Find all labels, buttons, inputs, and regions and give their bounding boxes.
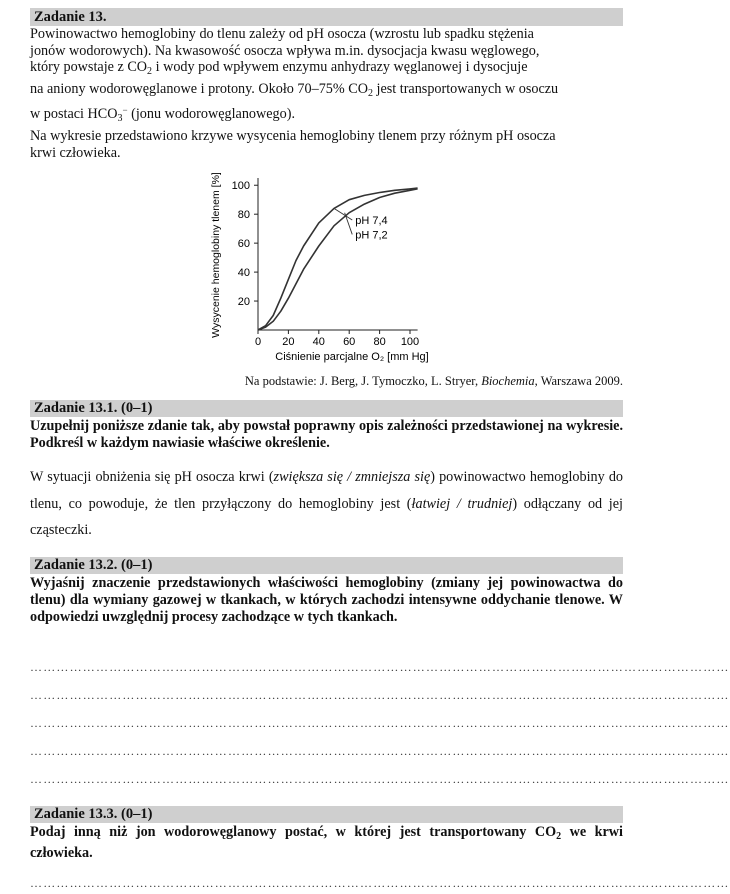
hco3-subscript: 3 <box>117 113 123 125</box>
curve-pH-7-2 <box>258 189 418 330</box>
answer-line-2[interactable]: …………………………………………………………………………………………………………………………………………… <box>30 688 730 702</box>
source-suffix: , Warszawa 2009. <box>534 374 623 388</box>
chart-source <box>225 374 623 389</box>
source-prefix: Na podstawie: J. Berg, J. Tymoczko, L. Stryer, <box>244 374 482 388</box>
chart-curves <box>258 188 418 330</box>
question-part-1: Podaj inną niż jon wodorowęglanowy postać, w której jest transportowany CO <box>30 824 557 840</box>
task-13-1-instruction: Uzupełnij poniższe zdanie tak, aby powstał poprawny opis zależności przedstawionej na wykresie. Podkreśl w każdym nawiasie właściwe określenie. <box>30 418 623 451</box>
intro-line-2: jonów wodorowych). Na kwasowość osocza wpływa m.in. dysocjacja kwasu węglowego, <box>30 42 540 59</box>
intro-line-3a: który powstaje z CO <box>30 59 148 76</box>
intro-line-1: Powinowactwo hemoglobiny do tlenu zależy od pH osocza (wzrostu lub spadku stężenia <box>30 26 534 42</box>
sentence-part-2: ) powinowactwo hemoglobiny do tlenu, co powoduje, że tlen przyłączony do hemoglobiny jest ( <box>30 469 624 512</box>
intro-line-5b: (jonu wodorowęglanowego). <box>127 106 296 123</box>
task-13-3-header: Zadanie 13.3. (0–1) <box>30 806 623 823</box>
series-label: pH 7,4 <box>355 214 388 227</box>
x-tick-label: 20 <box>282 336 295 348</box>
y-tick-label: 80 <box>237 209 250 222</box>
intro-line-5a: w postaci HCO <box>30 106 118 123</box>
task-13-1-sentence <box>30 464 623 544</box>
x-tick-label: 60 <box>343 336 356 348</box>
sentence-part-1: W sytuacji obniżenia się pH osocza krwi ( <box>30 469 274 485</box>
answer-line-4[interactable]: …………………………………………………………………………………………………………………………………………… <box>30 744 730 758</box>
intro-line-5 <box>30 102 623 128</box>
x-tick-label: 0 <box>254 336 262 348</box>
answer-line-5[interactable]: …………………………………………………………………………………………………………………………………………… <box>30 772 730 786</box>
task-13-1-header: Zadanie 13.1. (0–1) <box>30 400 623 417</box>
answer-line-3[interactable]: …………………………………………………………………………………………………………………………………………… <box>30 716 730 730</box>
task-13-2-header: Zadanie 13.2. (0–1) <box>30 557 623 574</box>
task-13-3-question <box>30 824 623 862</box>
intro-line-4b: jest transportowanych w osoczu <box>372 80 559 97</box>
series-label: pH 7,2 <box>355 229 388 242</box>
intro-line-4 <box>30 81 623 103</box>
source-title: Biochemia <box>481 374 535 388</box>
co2-subscript-2: 2 <box>367 87 373 99</box>
answer-line-13-3[interactable]: …………………………………………………………………………………………………………………………………………… <box>30 876 730 890</box>
x-tick-label: 80 <box>373 336 386 348</box>
y-tick-label: 40 <box>237 267 250 280</box>
co2-subscript: 2 <box>147 66 153 78</box>
answer-line-1[interactable]: …………………………………………………………………………………………………………………………………………… <box>30 660 730 674</box>
task-13-header: Zadanie 13. <box>30 8 623 26</box>
chart-axes <box>232 178 420 348</box>
intro-line-6: Na wykresie przedstawiono krzywe wysycenia hemoglobiny tlenem przy różnym pH osocza <box>30 127 556 144</box>
y-tick-label: 100 <box>231 180 250 193</box>
x-axis-label: Ciśnienie parcjalne O₂ [mm Hg] <box>275 351 429 363</box>
hco3-charge: − <box>122 105 128 116</box>
intro-line-3 <box>30 59 623 81</box>
label-leader <box>345 213 353 235</box>
co2-subscript-q: 2 <box>556 831 562 842</box>
task-13-2-instruction: Wyjaśnij znaczenie przedstawionych właściwości hemoglobiny (zmiany jej powinowactwa do tlenu) dla wymiany gazowej w tkankach, w których zachodzi intensywne oddychanie tlenowe. W odpowiedzi uwzględnij procesy zachodzące w tych tkankach. <box>30 575 623 625</box>
sentence-part-3: ) odłączany od jej cząsteczki. <box>30 495 623 538</box>
question-part-2: we krwi człowieka. <box>30 824 623 861</box>
intro-line-7: krwi człowieka. <box>30 144 121 161</box>
task-13-intro <box>30 26 623 161</box>
saturation-chart <box>0 150 664 380</box>
y-tick-label: 60 <box>237 238 250 251</box>
intro-line-3b: i wody pod wpływem enzymu anhydrazy węglanowej i dysocjuje <box>152 59 528 76</box>
y-tick-label: 20 <box>237 296 250 309</box>
y-axis-label: Wysycenie hemoglobiny tlenem [%] <box>210 172 222 338</box>
option-group-2[interactable]: łatwiej / trudniej <box>411 495 513 512</box>
x-tick-label: 40 <box>312 336 325 348</box>
x-tick-label: 100 <box>400 336 420 348</box>
intro-line-4a: na aniony wodorowęglanowe i protony. Około 70–75% CO <box>30 80 368 97</box>
option-group-1[interactable]: zwiększa się / zmniejsza się <box>273 469 431 485</box>
